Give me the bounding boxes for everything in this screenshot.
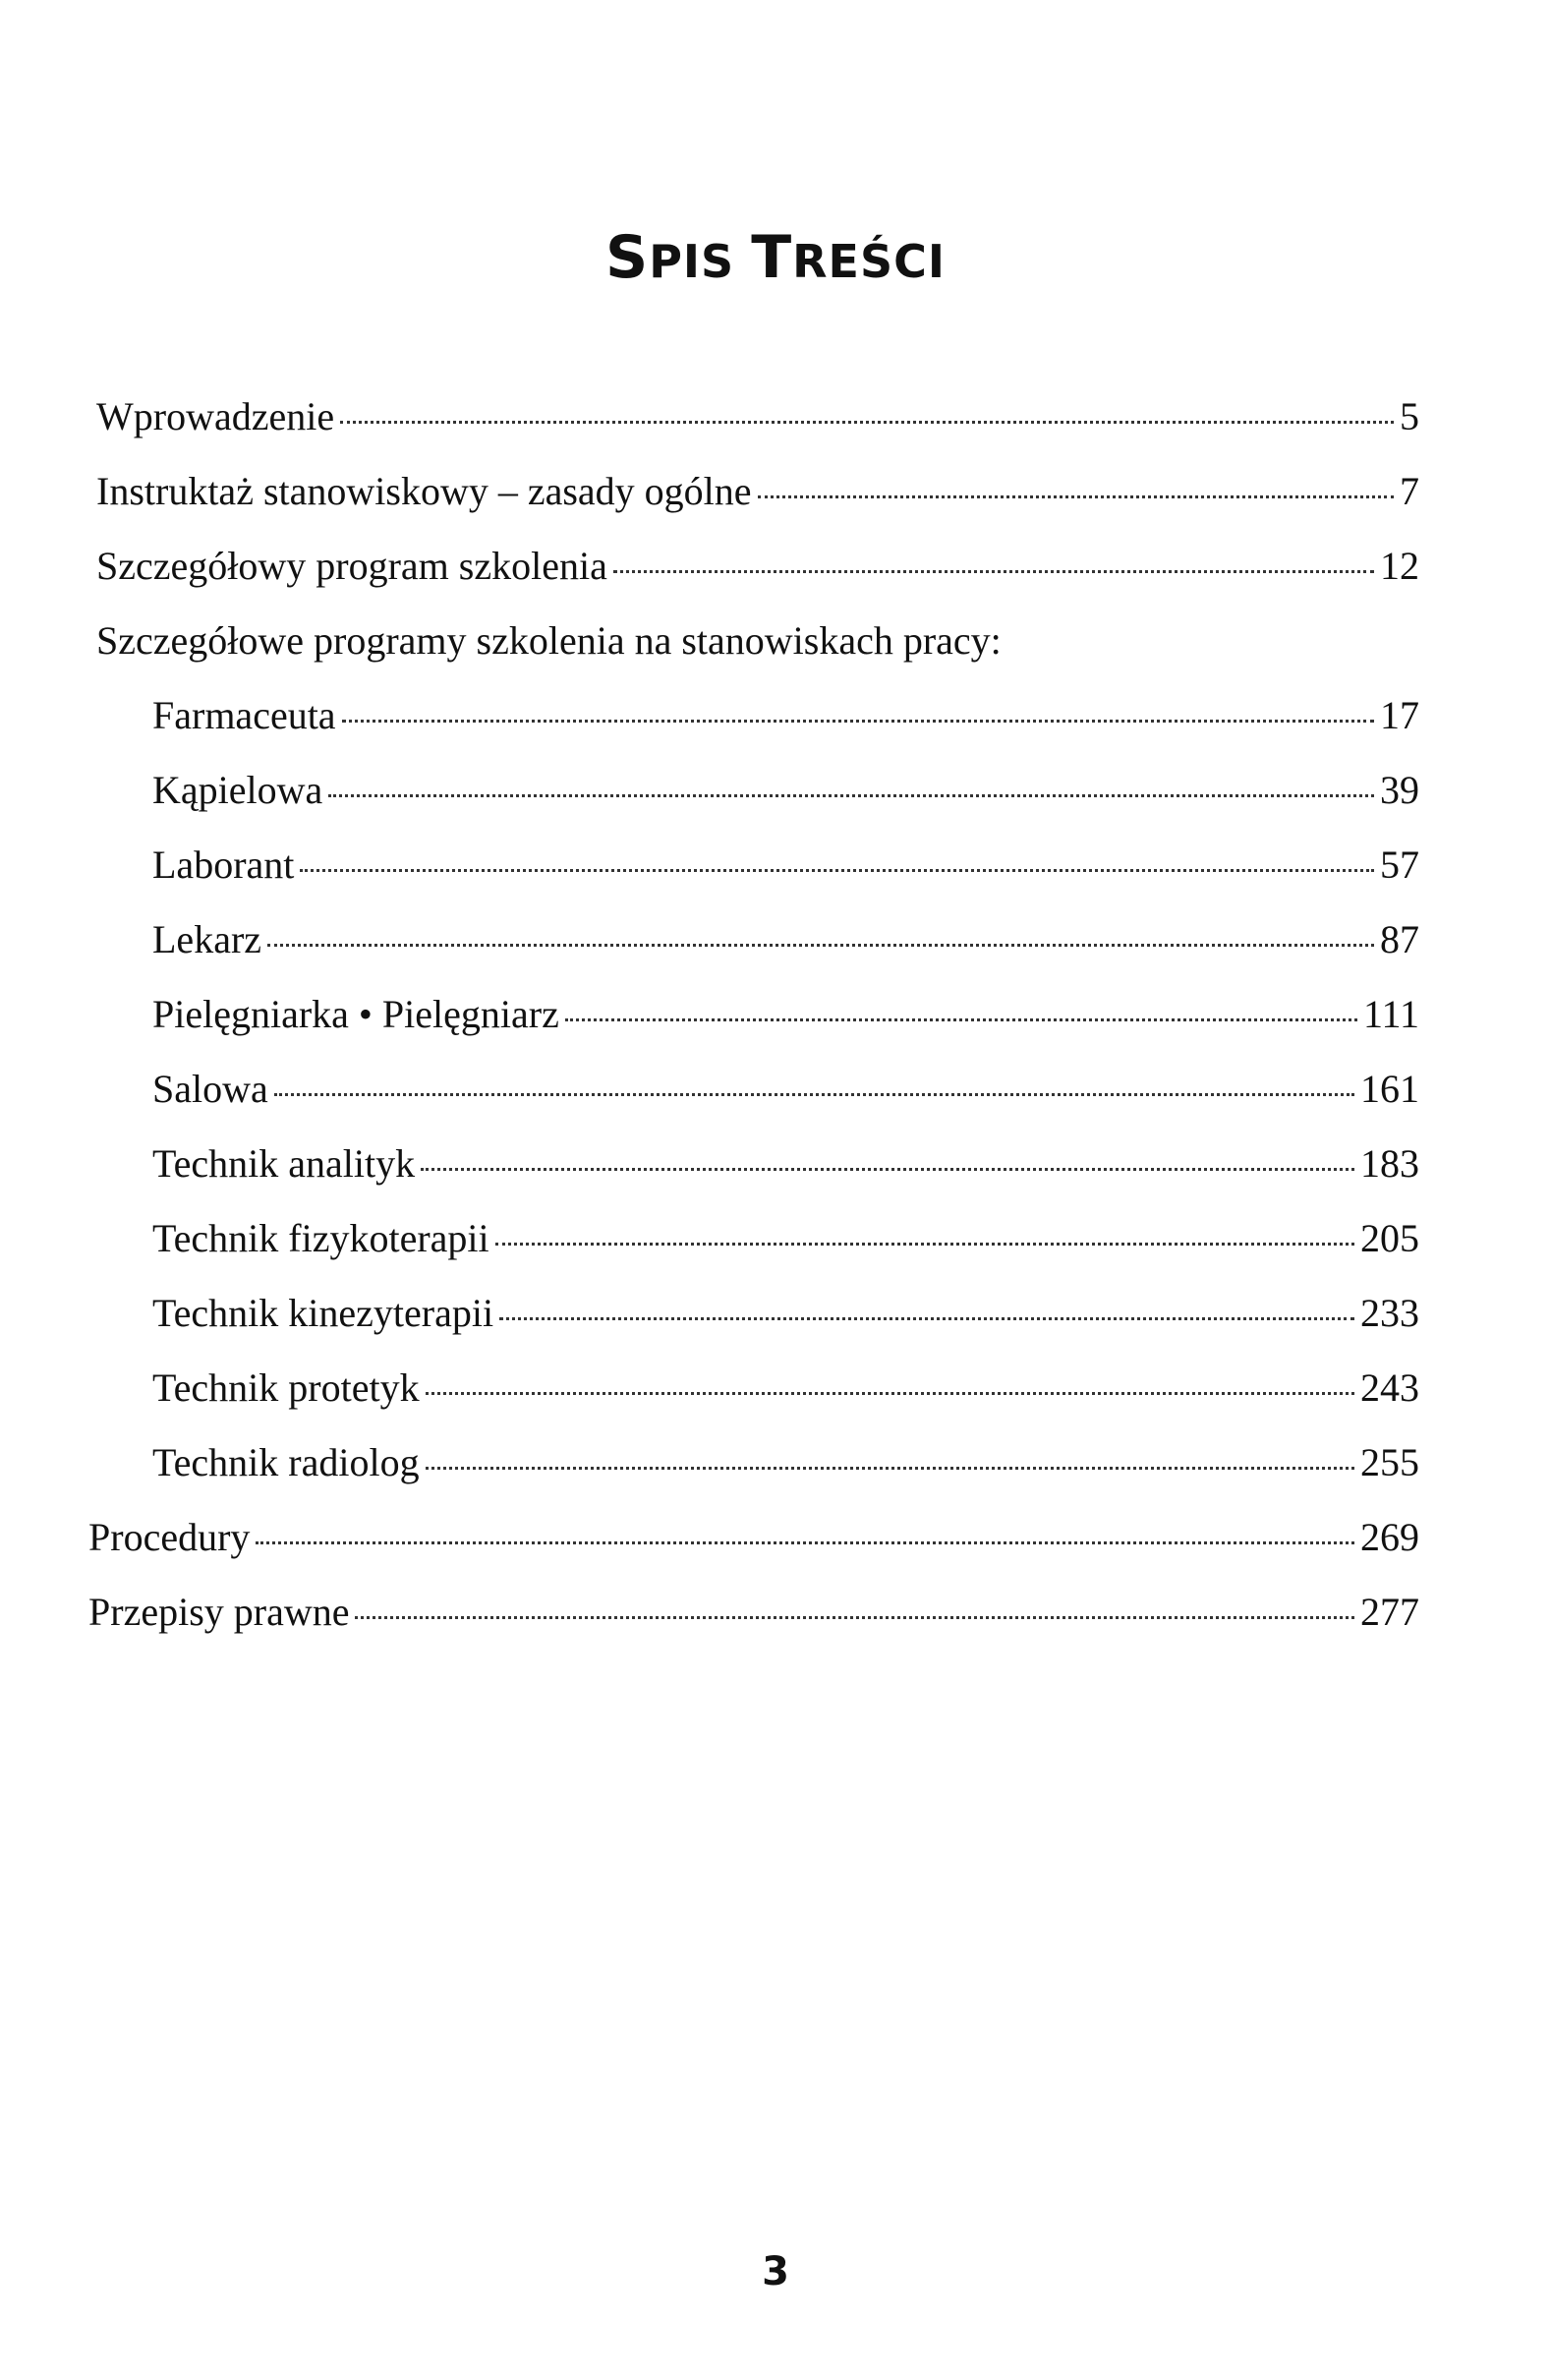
toc-entry-lekarz[interactable]	[152, 914, 1419, 965]
toc-entry-technik-fizykoterapii[interactable]	[152, 1213, 1419, 1264]
toc-entry-label: Wprowadzenie	[96, 394, 335, 438]
toc-entry-page: 269	[1360, 1515, 1419, 1559]
toc-entry-technik-radiolog[interactable]	[152, 1437, 1419, 1488]
dot-leader	[565, 1018, 1357, 1021]
toc-entry-page: 183	[1360, 1141, 1419, 1186]
toc-entry-kapielowa[interactable]	[152, 765, 1419, 816]
toc-entry-page: 87	[1380, 917, 1419, 961]
toc-entry-page: 39	[1380, 768, 1419, 812]
dot-leader	[421, 1168, 1354, 1171]
toc-entry-salowa[interactable]	[152, 1064, 1419, 1115]
toc-entry-page: 17	[1380, 693, 1419, 737]
toc-entry-label: Farmaceuta	[152, 693, 336, 737]
dot-leader	[426, 1467, 1354, 1470]
toc-entry-page: 243	[1360, 1365, 1419, 1410]
toc-entry-page: 161	[1360, 1067, 1419, 1111]
toc-entry-przepisy-prawne[interactable]	[88, 1587, 1419, 1638]
toc-entry-wprowadzenie[interactable]	[96, 391, 1419, 442]
toc-entry-label: Kąpielowa	[152, 768, 323, 812]
toc-entry-label: Procedury	[88, 1515, 251, 1559]
toc-entry-technik-protetyk[interactable]	[152, 1363, 1419, 1414]
toc-entry-label: Przepisy prawne	[88, 1590, 350, 1634]
toc-entry-label: Salowa	[152, 1067, 268, 1111]
page-title: SPIS TREŚCI	[605, 223, 946, 292]
toc-entry-label: Instruktaż stanowiskowy – zasady ogólne	[96, 469, 752, 513]
toc-entry-page: 111	[1362, 992, 1419, 1036]
dot-leader	[328, 794, 1374, 797]
dot-leader	[355, 1616, 1354, 1619]
toc-entry-page: 12	[1380, 544, 1419, 588]
toc-entry-page: 57	[1380, 842, 1419, 887]
dot-leader	[256, 1541, 1354, 1544]
dot-leader	[758, 495, 1394, 498]
dot-leader	[499, 1317, 1354, 1320]
toc-entry-technik-analityk[interactable]	[152, 1138, 1419, 1190]
toc-entry-page: 205	[1360, 1216, 1419, 1260]
toc-entry-label: Pielęgniarka • Pielęgniarz	[152, 992, 559, 1036]
toc-entry-label: Technik radiolog	[152, 1440, 420, 1484]
toc-entry-technik-kinezyterapii[interactable]	[152, 1288, 1419, 1339]
toc-entry-label: Technik protetyk	[152, 1365, 420, 1410]
toc-entry-farmaceuta[interactable]	[152, 690, 1419, 741]
toc-section-label: Szczegółowe programy szkolenia na stanowiskach pracy:	[96, 618, 1002, 663]
toc-entry-page: 7	[1400, 469, 1419, 513]
toc-entry-label: Technik analityk	[152, 1141, 416, 1186]
dot-leader	[267, 944, 1374, 947]
toc-entry-page: 5	[1400, 394, 1419, 438]
dot-leader	[340, 421, 1394, 424]
dot-leader	[426, 1392, 1354, 1395]
dot-leader	[342, 720, 1374, 723]
toc-entry-page: 255	[1360, 1440, 1419, 1484]
toc-entry-pielegniarka[interactable]	[152, 989, 1419, 1040]
toc-entry-label: Laborant	[152, 842, 295, 887]
dot-leader	[300, 869, 1374, 872]
toc-entry-label: Technik kinezyterapii	[152, 1291, 494, 1335]
toc-entry-laborant[interactable]	[152, 840, 1419, 891]
toc-entry-label: Technik fizykoterapii	[152, 1216, 489, 1260]
dot-leader	[495, 1243, 1354, 1246]
page-number: 3	[762, 2249, 789, 2294]
toc-entry-page: 233	[1360, 1291, 1419, 1335]
toc-entry-page: 277	[1360, 1590, 1419, 1634]
toc-entry-procedury[interactable]	[88, 1512, 1419, 1563]
dot-leader	[613, 570, 1374, 573]
dot-leader	[274, 1093, 1354, 1096]
toc-entry-szczegolowy-program[interactable]	[96, 541, 1419, 592]
toc-entry-label: Szczegółowy program szkolenia	[96, 544, 607, 588]
toc-entry-label: Lekarz	[152, 917, 262, 961]
toc-entry-instruktaz[interactable]	[96, 466, 1419, 517]
toc-section-heading	[96, 615, 1419, 667]
